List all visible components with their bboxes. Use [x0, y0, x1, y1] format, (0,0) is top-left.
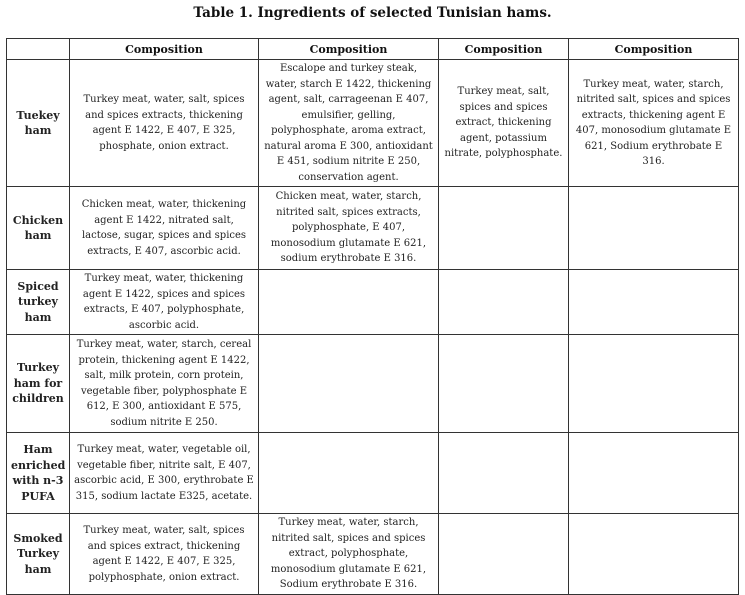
- header-cell-composition-4: Composition: [569, 39, 739, 60]
- table-cell: Chicken meat, water, starch, nitrited salt, spices extracts, polyphosphate, E 407, monosodium glutamate E 621, sodium erythrobate E 316.: [259, 187, 439, 270]
- table-cell: [259, 433, 439, 514]
- table-cell: [259, 270, 439, 335]
- table-caption: Table 1. Ingredients of selected Tunisian hams.: [193, 5, 552, 21]
- header-cell-composition-1: Composition: [70, 39, 259, 60]
- header-cell-empty: [7, 39, 70, 60]
- header-row: [7, 39, 739, 60]
- table-cell: Turkey meat, salt, spices and spices extract, thickening agent, potassium nitrate, polyphosphate.: [439, 60, 569, 187]
- table-cell: [569, 514, 739, 595]
- table-cell: Turkey meat, water, vegetable oil, vegetable fiber, nitrite salt, E 407, ascorbic acid, E 300, erythrobate E 315, sodium lactate E325, acetate.: [70, 433, 259, 514]
- table-cell: [439, 270, 569, 335]
- table-cell: Turkey meat, water, salt, spices and spices extracts, thickening agent E 1422, E 407, E 325, phosphate, onion extract.: [70, 60, 259, 187]
- row-header: Turkey ham for children: [7, 335, 70, 433]
- table-row: [7, 270, 739, 335]
- row-header: Ham enriched with n-3 PUFA: [7, 433, 70, 514]
- table-cell: Turkey meat, water, salt, spices and spices extract, thickening agent E 1422, E 407, E 325, polyphosphate, onion extract.: [70, 514, 259, 595]
- row-header: Smoked Turkey ham: [7, 514, 70, 595]
- table-cell: Turkey meat, water, starch, nitrited salt, spices and spices extracts, thickening agent E 407, monosodium glutamate E 621, Sodium erythrobate E 316.: [569, 60, 739, 187]
- table-row: [7, 335, 739, 433]
- table-row: [7, 514, 739, 595]
- table-cell: [439, 433, 569, 514]
- row-header: Chicken ham: [7, 187, 70, 270]
- table-cell: [439, 514, 569, 595]
- table-cell: Turkey meat, water, starch, nitrited salt, spices and spices extract, polyphosphate, monosodium glutamate E 621, Sodium erythrobate E 316.: [259, 514, 439, 595]
- table-row: [7, 187, 739, 270]
- table-row: [7, 433, 739, 514]
- table-cell: Turkey meat, water, starch, cereal protein, thickening agent E 1422, salt, milk protein, corn protein, vegetable fiber, polyphosphate E 612, E 300, antioxidant E 575, sodium nitrite E 250.: [70, 335, 259, 433]
- table-cell: Chicken meat, water, thickening agent E 1422, nitrated salt, lactose, sugar, spices and spices extracts, E 407, ascorbic acid.: [70, 187, 259, 270]
- table-cell: [569, 433, 739, 514]
- table-row: [7, 60, 739, 187]
- table-cell: [439, 187, 569, 270]
- table-cell: Turkey meat, water, thickening agent E 1422, spices and spices extracts, E 407, polyphosphate, ascorbic acid.: [70, 270, 259, 335]
- header-cell-composition-3: Composition: [439, 39, 569, 60]
- table-cell: [569, 335, 739, 433]
- table-cell: [259, 335, 439, 433]
- table-cell: Escalope and turkey steak, water, starch E 1422, thickening agent, salt, carrageenan E 407, emulsifier, gelling, polyphosphate, aroma extract, natural aroma E 300, antioxidant E 451, sodium nitrite E 250, conservation agent.: [259, 60, 439, 187]
- ingredients-table: [6, 38, 739, 595]
- header-cell-composition-2: Composition: [259, 39, 439, 60]
- row-header: Tuekey ham: [7, 60, 70, 187]
- table-cell: [569, 187, 739, 270]
- row-header: Spiced turkey ham: [7, 270, 70, 335]
- table-cell: [439, 335, 569, 433]
- table-cell: [569, 270, 739, 335]
